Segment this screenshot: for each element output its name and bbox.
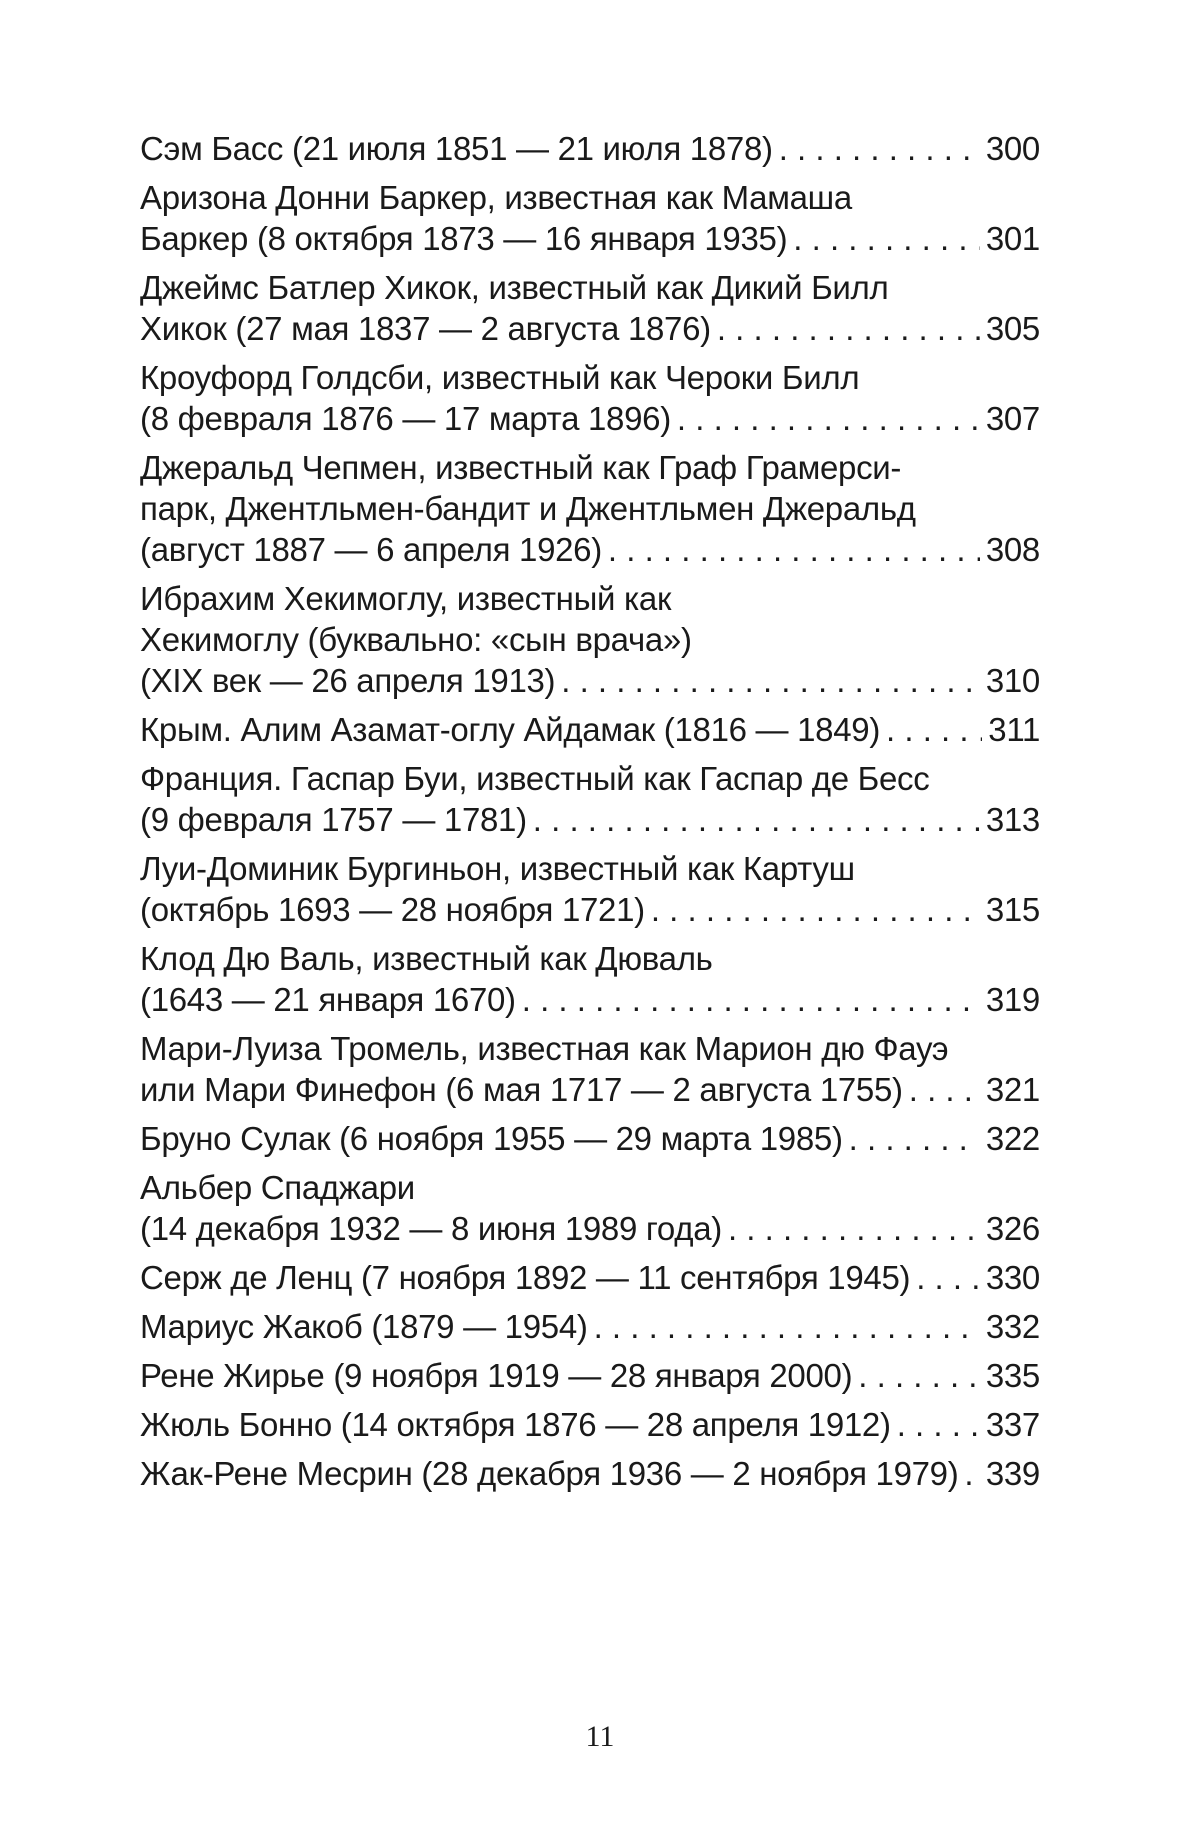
- toc-entry-last-line: [140, 1355, 1040, 1396]
- dot-leader: [779, 128, 980, 169]
- dot-leader: [897, 1404, 980, 1445]
- toc-entry-last-line: [140, 1118, 1040, 1159]
- toc-entry-page-number: 337: [985, 1406, 1040, 1443]
- toc-entry-page-number: 311: [988, 711, 1040, 748]
- toc-entry-last-line: [140, 1208, 1040, 1249]
- toc-entry-last-line: [140, 799, 1040, 840]
- dot-leader: [533, 799, 980, 840]
- toc-entry-title-line: парк, Джентльмен-бандит и Джентльмен Джеральд: [140, 490, 916, 527]
- toc-entry-page-number: 308: [985, 531, 1040, 568]
- toc-entry: [140, 578, 1040, 701]
- toc-entry-page-number: 315: [985, 891, 1040, 928]
- dot-leader: [916, 1257, 980, 1298]
- toc-entry-last-line: [140, 398, 1040, 439]
- toc-entry: [140, 758, 1040, 840]
- toc-entry: [140, 1028, 1040, 1110]
- toc-entry-title-line: Мариус Жакоб (1879 — 1954): [140, 1308, 588, 1345]
- toc-entry: [140, 1118, 1040, 1159]
- toc-entry: [140, 1453, 1040, 1494]
- toc-entry-title-line: Луи-Доминик Бургиньон, известный как Картуш: [140, 850, 855, 887]
- toc-entry-last-line: [140, 889, 1040, 930]
- toc-entry-page-number: 313: [985, 801, 1040, 838]
- toc-entry-page-number: 301: [985, 220, 1040, 257]
- toc-entry: [140, 357, 1040, 439]
- toc-entry-page-number: 335: [985, 1357, 1040, 1394]
- toc-entry: [140, 267, 1040, 349]
- dot-leader: [849, 1118, 980, 1159]
- toc-entry-last-line: [140, 660, 1040, 701]
- toc-entry-last-line: [140, 1453, 1040, 1494]
- page-number: 11: [585, 1720, 615, 1753]
- toc-entry-last-line: [140, 128, 1040, 169]
- toc-entry: [140, 848, 1040, 930]
- dot-leader: [793, 218, 980, 259]
- toc-entry-title-line: Альбер Спаджари: [140, 1169, 415, 1206]
- toc-entry: [140, 1404, 1040, 1445]
- toc-entry-last-line: [140, 308, 1040, 349]
- toc-entry-page-number: 319: [985, 981, 1040, 1018]
- toc-entry-last-line: [140, 979, 1040, 1020]
- toc-entry-last-line: [140, 709, 1040, 750]
- toc-entry-title-line: Крым. Алим Азамат-оглу Айдамак (1816 — 1849): [140, 711, 881, 748]
- toc-entry-page-number: 339: [985, 1455, 1040, 1492]
- toc-entry-last-line: [140, 529, 1040, 570]
- toc-entry: [140, 709, 1040, 750]
- dot-leader: [651, 889, 980, 930]
- dot-leader: [677, 398, 980, 439]
- toc-entry-title-line: Хекимоглу (буквально: «сын врача»): [140, 621, 692, 658]
- toc-entry: [140, 1167, 1040, 1249]
- toc-entry-title-line: Джеральд Чепмен, известный как Граф Грамерси-: [140, 449, 902, 486]
- toc-entry-page-number: 330: [985, 1259, 1040, 1296]
- toc-entry-title-line: (14 декабря 1932 — 8 июня 1989 года): [140, 1210, 722, 1247]
- toc-entry: [140, 1306, 1040, 1347]
- toc-entry-title-line: Сэм Басс (21 июля 1851 — 21 июля 1878): [140, 130, 773, 167]
- toc-entry-title-line: (8 февраля 1876 — 17 марта 1896): [140, 400, 671, 437]
- dot-leader: [717, 308, 980, 349]
- toc-entry-last-line: [140, 1404, 1040, 1445]
- toc-entry: [140, 1355, 1040, 1396]
- toc-entry-title-line: (9 февраля 1757 — 1781): [140, 801, 527, 838]
- dot-leader: [594, 1306, 980, 1347]
- toc-entry-title-line: Жак-Рене Месрин (28 декабря 1936 — 2 ноября 1979): [140, 1455, 959, 1492]
- toc-entry-title-line: Жюль Бонно (14 октября 1876 — 28 апреля 1912): [140, 1406, 891, 1443]
- dot-leader: [886, 709, 982, 750]
- toc-entry-page-number: 321: [985, 1071, 1040, 1108]
- dot-leader: [909, 1069, 980, 1110]
- toc-entry-last-line: [140, 218, 1040, 259]
- toc-entry-page-number: 326: [985, 1210, 1040, 1247]
- toc-entry-title-line: Аризона Донни Баркер, известная как Мамаша: [140, 179, 852, 216]
- table-of-contents: [140, 128, 1040, 1502]
- toc-entry-page-number: 332: [985, 1308, 1040, 1345]
- toc-entry: [140, 128, 1040, 169]
- toc-entry-title-line: (август 1887 — 6 апреля 1926): [140, 531, 602, 568]
- dot-leader: [964, 1453, 979, 1494]
- toc-entry-page-number: 307: [985, 400, 1040, 437]
- dot-leader: [608, 529, 980, 570]
- toc-entry-title-line: Серж де Ленц (7 ноября 1892 — 11 сентября 1945): [140, 1259, 911, 1296]
- toc-entry: [140, 1257, 1040, 1298]
- toc-entry-title-line: Баркер (8 октября 1873 — 16 января 1935): [140, 220, 788, 257]
- toc-entry: [140, 177, 1040, 259]
- toc-entry-title-line: Бруно Сулак (6 ноября 1955 — 29 марта 1985): [140, 1120, 843, 1157]
- dot-leader: [728, 1208, 980, 1249]
- toc-entry-title-line: Кроуфорд Голдсби, известный как Чероки Билл: [140, 359, 860, 396]
- toc-entry-title-line: Франция. Гаспар Буи, известный как Гаспар де Бесс: [140, 760, 930, 797]
- toc-entry-last-line: [140, 1069, 1040, 1110]
- toc-entry-page-number: 300: [985, 130, 1040, 167]
- dot-leader: [561, 660, 980, 701]
- toc-entry-title-line: Мари-Луиза Тромель, известная как Марион дю Фауэ: [140, 1030, 949, 1067]
- toc-entry-title-line: (1643 — 21 января 1670): [140, 981, 516, 1018]
- toc-entry-last-line: [140, 1306, 1040, 1347]
- dot-leader: [522, 979, 980, 1020]
- toc-entry-page-number: 305: [985, 310, 1040, 347]
- toc-entry-title-line: Ибрахим Хекимоглу, известный как: [140, 580, 672, 617]
- toc-entry-title-line: (октябрь 1693 — 28 ноября 1721): [140, 891, 645, 928]
- dot-leader: [858, 1355, 980, 1396]
- toc-entry-title-line: Рене Жирье (9 ноября 1919 — 28 января 2000): [140, 1357, 853, 1394]
- toc-entry-page-number: 310: [985, 662, 1040, 699]
- toc-entry-title-line: или Мари Финефон (6 мая 1717 — 2 августа 1755): [140, 1071, 903, 1108]
- toc-entry-title-line: (XIX век — 26 апреля 1913): [140, 662, 556, 699]
- toc-entry: [140, 447, 1040, 570]
- toc-entry-title-line: Джеймс Батлер Хикок, известный как Дикий Билл: [140, 269, 889, 306]
- toc-entry-title-line: Клод Дю Валь, известный как Дюваль: [140, 940, 713, 977]
- toc-entry: [140, 938, 1040, 1020]
- toc-entry-last-line: [140, 1257, 1040, 1298]
- toc-entry-page-number: 322: [985, 1120, 1040, 1157]
- toc-entry-title-line: Хикок (27 мая 1837 — 2 августа 1876): [140, 310, 711, 347]
